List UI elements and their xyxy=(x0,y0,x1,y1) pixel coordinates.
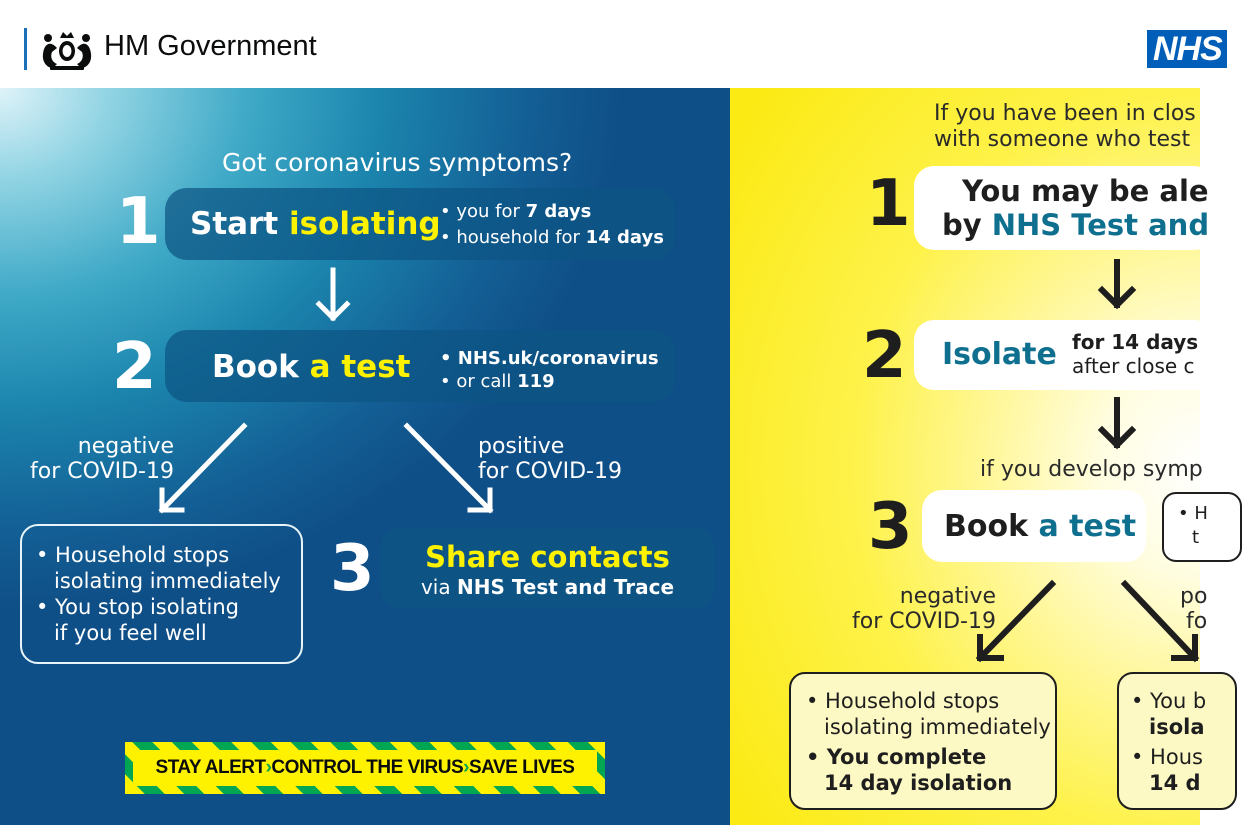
step3-sub-via: via xyxy=(420,575,457,599)
step2-title-a-test: a test xyxy=(309,349,411,385)
step1-bullet-you-text: • you for xyxy=(440,201,526,222)
contact-negative-line2: for COVID-19 xyxy=(852,609,996,634)
arrow-down-icon xyxy=(1102,400,1132,445)
step1-bullet-you-days: 7 days xyxy=(525,201,592,222)
slogan-save-lives: SAVE LIVES xyxy=(468,757,575,778)
contact-positive-line1: po xyxy=(1180,584,1208,609)
step-number-1: 1 xyxy=(116,185,161,259)
slogan-stay-alert: STAY ALERT xyxy=(155,757,266,778)
contact-step-number-3: 3 xyxy=(868,490,913,564)
symptoms-question: Got coronavirus symptoms? xyxy=(222,148,573,177)
contact-step-number-2: 2 xyxy=(862,319,907,393)
contact-pos-line3: • Hous xyxy=(1131,745,1203,769)
contact-step1-service: NHS Test and xyxy=(991,208,1210,242)
negative-label-line2: for COVID-19 xyxy=(30,459,174,484)
slogan-control-virus: CONTROL THE VIRUS xyxy=(271,757,464,778)
contact-step3-a-test: a test xyxy=(1038,509,1137,544)
step1-bullet-household-text: • household for xyxy=(440,227,586,248)
negative-label-line1: negative xyxy=(77,434,174,459)
contact-pos-line1: • You b xyxy=(1131,689,1207,713)
contact-side-line2: t xyxy=(1192,527,1200,548)
step3-title: Share contacts xyxy=(425,540,670,574)
nhs-logo: NHS xyxy=(1147,30,1227,68)
contact-positive-line2: fo xyxy=(1186,609,1208,634)
step2-bullet-call-text: • or call xyxy=(440,371,518,392)
contact-step2-title: Isolate xyxy=(942,337,1057,372)
step3-sub-service: NHS Test and Trace xyxy=(456,575,675,599)
contact-condition-label: if you develop symp xyxy=(980,457,1203,482)
step-number-2: 2 xyxy=(112,330,157,404)
neg-outcome-line1: • Household stops xyxy=(36,543,230,567)
chevron-right-icon: › xyxy=(463,757,469,778)
arrow-down-right-icon xyxy=(407,426,490,510)
step1-bullet-household-days: 14 days xyxy=(585,227,664,248)
step2-bullet-website: • NHS.uk/coronavirus xyxy=(440,348,659,369)
chevron-right-icon: › xyxy=(265,757,272,778)
contact-step2-duration: for 14 days xyxy=(1072,330,1199,354)
positive-label-line1: positive xyxy=(478,434,565,459)
contact-step2-after: after close c xyxy=(1072,354,1195,378)
contact-neg-line4: 14 day isolation xyxy=(824,771,1013,795)
contact-intro-line1: If you have been in clos xyxy=(934,101,1196,126)
arrow-down-left-icon xyxy=(162,426,244,510)
step1-title-start: Start xyxy=(190,206,289,242)
contact-intro-line2: with someone who test xyxy=(934,127,1191,152)
contact-pos-line2: isola xyxy=(1149,715,1205,739)
arrow-down-icon xyxy=(1102,262,1132,305)
positive-label-line2: for COVID-19 xyxy=(478,459,622,484)
neg-outcome-line2: isolating immediately xyxy=(54,569,281,593)
contact-step1-by: by xyxy=(942,208,992,242)
contact-step3-book: Book xyxy=(944,509,1039,544)
contact-neg-line3: • You complete xyxy=(806,745,987,769)
neg-outcome-line4: if you feel well xyxy=(54,621,207,645)
step2-bullet-call-number: 119 xyxy=(517,371,555,392)
org-name: HM Government xyxy=(104,30,317,62)
contact-negative-line1: negative xyxy=(899,584,996,609)
arrow-down-icon xyxy=(319,270,347,318)
contact-neg-line2: isolating immediately xyxy=(824,715,1051,739)
contact-pos-line4: 14 d xyxy=(1149,771,1201,795)
arrow-down-left-icon xyxy=(980,584,1052,658)
step1-title-isolating: isolating xyxy=(288,206,441,242)
step2-title-book: Book xyxy=(212,349,310,385)
contact-neg-line1: • Household stops xyxy=(806,689,1000,713)
contact-side-line1: • H xyxy=(1178,503,1208,524)
neg-outcome-line3: • You stop isolating xyxy=(36,595,239,619)
step-number-3: 3 xyxy=(330,532,375,606)
contact-step1-line1: You may be ale xyxy=(962,174,1209,208)
arrow-down-right-icon xyxy=(1125,584,1195,658)
contact-step-number-1: 1 xyxy=(866,167,911,241)
